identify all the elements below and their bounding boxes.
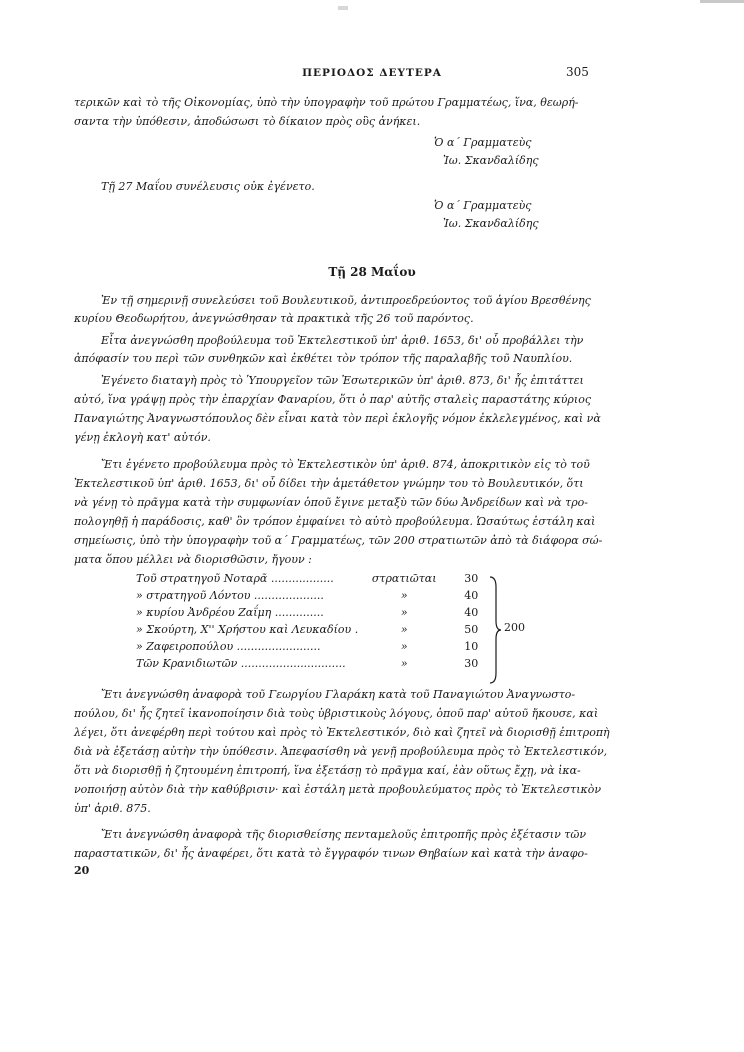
table-row	[136, 604, 478, 621]
roster-name: Τῶν Κρανιδιωτῶν ..............................	[136, 657, 346, 670]
roster-name: » κυρίου Ἀνδρέου Ζαΐμη ..............	[136, 606, 324, 619]
text-line: Ἔτι ἀνεγνώσθη ἀναφορὰ τοῦ Γεωργίου Γλαράκη κατὰ τοῦ Παναγιώτου Ἀναγνωστο-	[101, 688, 576, 701]
text-line: σημείωσις, ὑπὸ τὴν ὑπογραφὴν τοῦ α΄ Γραμματέως, τῶν 200 στρατιωτῶν ἀπὸ τὰ διάφορα σώ-	[74, 534, 603, 547]
text-line: διὰ νὰ ἐξετάσῃ αὐτὴν τὴν ὑπόθεσιν. Ἀπεφασίσθη νὰ γενῇ προβούλευμα πρὸς τὸ Ἐκτελεστικόν,	[74, 745, 608, 758]
scan-mark	[700, 0, 744, 3]
text-line: αὐτό, ἵνα γράψῃ πρὸς τὴν ἐπαρχίαν Φαναρίου, ὅτι ὁ παρ' αὐτῆς σταλεὶς παραστάτης κύριος	[74, 393, 591, 406]
roster-count: 40	[464, 589, 479, 602]
page-number: 305	[566, 65, 589, 79]
text-line: τερικῶν καὶ τὸ τῆς Οἰκονομίας, ὑπὸ τὴν ὑπογραφὴν τοῦ πρώτου Γραμματέως, ἵνα, θεωρή-	[74, 96, 579, 109]
roster-count: 30	[464, 657, 479, 670]
date-heading: Τῇ 28 Μαΐου	[328, 265, 416, 279]
text-line: Ἔτι ἀνεγνώσθη ἀναφορὰ τῆς διορισθείσης πενταμελοῦς ἐπιτροπῆς πρὸς ἐξέτασιν τῶν	[101, 828, 587, 841]
roster-count: 30	[464, 572, 479, 585]
roster-name: » Σκούρτη, Χ'' Χρήστου καὶ Λευκαδίου .	[136, 623, 359, 636]
text-line: παραστατικῶν, δι' ἧς ἀναφέρει, ὅτι κατὰ τὸ ἔγγραφόν τινων Θηβαίων καὶ κατὰ τὴν ἀναφο-	[74, 847, 588, 860]
roster-count: 10	[464, 640, 479, 653]
text-line: ὅτι νὰ διορισθῇ ἡ ζητουμένη ἐπιτροπή, ἵνα ἐξετάσῃ τὸ πρᾶγμα καί, ἐὰν οὕτως ἔχῃ, νὰ ἱκα-	[74, 764, 581, 777]
text-line: λέγει, ὅτι ἀνεφέρθη περὶ τούτου καὶ πρὸς τὸ Ἐκτελεστικόν, διὸ καὶ ζητεῖ νὰ διορισθῇ ἐπιτροπὴ	[74, 726, 610, 739]
text-line: Ἐγένετο διαταγὴ πρὸς τὸ Ὑπουργεῖον τῶν Ἐσωτερικῶν ὑπ' ἀριθ. 873, δι' ἧς ἐπιτάττει	[101, 374, 584, 387]
roster-label: »	[400, 606, 408, 619]
brace-icon	[488, 575, 502, 685]
roster-count: 40	[464, 606, 479, 619]
text-line: πούλου, δι' ἧς ζητεῖ ἱκανοποίησιν διὰ τοὺς ὑβριστικοὺς λόγους, ὁποῦ παρ' αὐτοῦ ἤκουσε, καὶ	[74, 707, 599, 720]
running-header: ΠΕΡΙΟΔΟΣ ΔΕΥΤΕΡΑ	[302, 67, 442, 79]
table-row	[136, 655, 478, 672]
scan-mark	[338, 6, 348, 10]
roster-label: »	[400, 623, 408, 636]
roster-count: 50	[464, 623, 479, 636]
signature-mark: 20	[74, 864, 90, 877]
roster-name: » Ζαφειροπούλου ........................	[136, 640, 321, 653]
signature-role: Ὁ α΄ Γραμματεὺς	[434, 136, 532, 149]
text-line: ὑπ' ἀριθ. 875.	[74, 802, 151, 815]
table-row	[136, 587, 478, 604]
table-row	[136, 638, 478, 655]
roster-label: »	[400, 589, 408, 602]
roster-name: » στρατηγοῦ Λόντου ....................	[136, 589, 324, 602]
text-line: σαντα τὴν ὑπόθεσιν, ἀποδώσωσι τὸ δίκαιον πρὸς οὓς ἀνήκει.	[74, 115, 421, 128]
text-line: κυρίου Θεοδωρήτου, ἀνεγνώσθησαν τὰ πρακτικὰ τῆς 26 τοῦ παρόντος.	[74, 312, 474, 325]
text-line: Εἶτα ἀνεγνώσθη προβούλευμα τοῦ Ἐκτελεστικοῦ ὑπ' ἀριθ. 1653, δι' οὗ προβάλλει τὴν	[101, 334, 584, 347]
roster-total: 200	[504, 621, 525, 634]
table-row	[136, 570, 478, 587]
text-line: Ἐκτελεστικοῦ ὑπ' ἀριθ. 1653, δι' οὗ δίδει τὴν ἀμετάθετον γνώμην του τὸ Βουλευτικόν, ὅτι	[74, 477, 584, 490]
text-line: νοποιήσῃ αὐτὸν διὰ τὴν καθύβρισιν· καὶ ἐστάλη μετὰ προβουλεύματος πρὸς τὸ Ἐκτελεστικὸν	[74, 783, 602, 796]
signature-name: Ἰω. Σκανδαλίδης	[443, 154, 539, 167]
soldier-roster-table	[136, 570, 478, 672]
text-line: Ἔτι ἐγένετο προβούλευμα πρὸς τὸ Ἐκτελεστικὸν ὑπ' ἀριθ. 874, ἀποκριτικὸν εἰς τὸ τοῦ	[101, 458, 590, 471]
roster-name: Τοῦ στρατηγοῦ Νοταρᾶ ..................	[136, 572, 334, 585]
roster-label: »	[400, 657, 408, 670]
text-line: γένῃ ἐκλογὴ κατ' αὐτόν.	[74, 431, 211, 444]
text-line: νὰ γένῃ τὸ πρᾶγμα κατὰ τὴν συμφωνίαν ὁποῦ ἔγινε μεταξὺ τῶν δύω Ἀνδρείδων καὶ νὰ τρο-	[74, 496, 589, 509]
roster-label: »	[400, 640, 408, 653]
text-line: Ἐν τῇ σημερινῇ συνελεύσει τοῦ Βουλευτικοῦ, ἀντιπροεδρεύοντος τοῦ ἁγίου Βρεσθένης	[101, 294, 591, 307]
signature-name: Ἰω. Σκανδαλίδης	[443, 217, 539, 230]
text-line: ματα ὅπου μέλλει νὰ διορισθῶσιν, ἤγουν :	[74, 553, 312, 566]
text-line: ἀπόφασίν του περὶ τῶν συνθηκῶν καὶ ἐκθέτει τὸν τρόπον τῆς παραλαβῆς τοῦ Ναυπλίου.	[74, 352, 573, 365]
roster-label: στρατιῶται	[371, 572, 437, 585]
text-line: Τῇ 27 Μαΐου συνέλευσις οὐκ ἐγένετο.	[101, 180, 315, 193]
signature-role: Ὁ α΄ Γραμματεὺς	[434, 199, 532, 212]
text-line: πολογηθῇ ἡ παράδοσις, καθ' ὃν τρόπον ἐμφαίνει τὸ αὐτὸ προβούλευμα. Ὡσαύτως ἐστάλη καὶ	[74, 515, 596, 528]
text-line: Παναγιώτης Ἀναγνωστόπουλος δὲν εἶναι κατὰ τὸν περὶ ἐκλογῆς νόμον ἐκλελεγμένος, καὶ νὰ	[74, 412, 601, 425]
table-row	[136, 621, 478, 638]
